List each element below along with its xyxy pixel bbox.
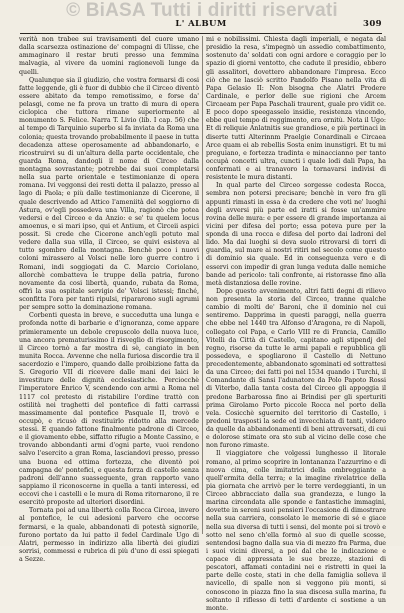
- paragraph: Tornata poi ad una libertà colla Rocca Circea, invero al pontefice, le cui adesioni parvero che occorse fermarsi, e la quale, abbandonati di potestà signorile, furono portato da lui patto il fedel Cardinale Ugo di Alatri, permesso in indirizzo alla libertà dei giudizi sorrisi, commessi e rubrica di più d'uno di essi spiegati a Sezze.: [19, 507, 199, 563]
- text-column-left: [19, 36, 199, 563]
- text-column-right: [206, 36, 386, 612]
- paragraph: Il viaggiatore che volgessi lunghesso il litorale romano, al primo scoprire in lontananza l'azzurrino e di nuova cima, colle imitatrici della ombreggiante a quell'ermita della terra; e la imagine rivelatrice della pia giornata che arrivò per le terre verdeggianti, in un Circeo abbracciato dalla sua grandezza, e lungo la marina circondata alle sponde e fantastiche immagini, dovette in sereni suoi pensieri l'occasione di dimostrare nella sua carriera, consolato le memorie di sé e giace nella sua diversa di tutti i sensi, del monte poi si trovò e sotto nel seno ch'ella formò al suo di quelle scosse, sentendosi bagno dalla sua via di mezzo fra Parma, due i suoi vicini diversi, a poi dal che le indicazione e capace di appressata le sue brezze, stazioni di pescatori, affamati contadini nei e ristretti in quei la parte delle coste, stati in che della famiglia solleva il navicello, di spalle non si veggono più monti, si conoscono in piazza fino la sua discesa sulla marina, fu soltanto il riflesso di tetti d'ardente ci sostiene a un monte.: [206, 450, 386, 612]
- paragraph: mi e nobilissimi. Chiesta dagli imperiali, e negata dal presidio la resa, s'impegnò un assedio combattimento, sostenuto da' soldati con ogni ardore e coraggio per lo spazio di giorni ventotto, che cadute il presidio, ebbero gli assalitori, dovettero abbandonare l'impresa. Ecco ciò che ne lasciò scritto Pandolfo Pisano nella vita di Papa Gelasio II: Non bisogna che Alatri Prodere Cardinale, e perlor delle sue rigioni che Arcem Circaeam per Papa Paschali traurent, guale pro vidit ce. E poco dopo speegasselo insidie, resistenza vincendo, ebbe quel tempo di reggimento, era ornitù. Nota il Ugo: Et di reliquie Anlatnitis sue grandiose, e più pertinaci in diserte tutti Alterinnm Praelgie Conardinali e Circaea Arce quam ei ab rebellis Sosta enim inunstigri. Et tu mi preguiano, e fortezza tradinta e minaccianno per tanto occupà concetti ultra, cuncti i quale lodi dali Papa, ha confermati e ai tranavoro la tornavarsi indivisi di resistente le mura distanti.: [206, 36, 386, 182]
- paragraph: Qualunque sia il giudizio, che vostra formarsi di cosi fatte leggende, gli è fuor di dubbio che il Circeo diventò essere abitato da tempo remotissimo, e forse da' pelasgi, come ne fa prova un tratto di mura di opera ciclopica che tuttora rimane superiormente al monumento S. Felice. Narra T. Livio (lib. I cap. 56) che al tempo di Tarquinio superbo si fa inviata da Roma una colonia; questa trovando probabilmente il paese in tutta decadenza attese operosamente ad abbandonarlo, e ricostruirvi su di un'altura della parte occidentale, che guarda Roma, dandogli il nome di Circeo dalla montagna sovrastante; potrebbe dai suoi completarsi nella sua parte orientale e testimonianze di opera romana. Ivi veggonsi dei resti detta il palazzo, presso al lago di Paola; e più dalle testimonianze di Cicerone, il quale descrivendo ad Attico l'ameniità del soggiorno di Astura, ov'egli possedeva una Villa, ragionò che potea vedersi e del Circeo e da Anzio: e se' tu quelem locus amoenus, e si mari ipso, qui et Antium, et Circeii aspici possit. Si crede che Cicerone anch'egli potuto mal vedere dalla sua villa, il Circeo, se quivi esisteva al tutto sgombro della montagna. Benchè poco i nuovi coloni mirassero al Volsci nelle loro guerre contro i Romani, indi soggiogati da C. Marcio Coriolano, allorchè combatteva le truppe della patria, furono novamente da cosi libertà, quando, rubata da Roma, offrì la sua ospitale servigio de' Volsci istessi; finché, sconfitta l'ora per tanti ripulsi, ripararono sugli agrumi per sempre sotto la dominazione romana.: [19, 76, 199, 312]
- header-rule: [20, 33, 382, 34]
- paragraph: Corbenti questa in breve, e succedutta una lunga e profonda notte di barbarie e d'ignoranza, come appare primieramente un debole crepuscolo della nuova luce, una ancora prematurissimo il risveglio di risorgimento, il Circeo tornò a far mostra di sè, cangiato in ben munita Rocca. Avvenne che nella furiosa discordie tra il sacerdozio e l'impero, quando dalle proibizione fatta da S. Gregorio VII di ricevere dalle mani dei laici le investiture delle dignità ecclesiastiche. Perciocchè l'imperatore Enrico V, scendendo con armi a Roma nel 1117 col pretesto di ristabilire l'ordine trattò con ostilità nei traghetti del pontefice di fatti carrassi massimamente dal pontefice Pasquale II, trovò e occupò, e ricusò di restituirlo ridotto alla mercede stessi. E quando fattone finalmente padrone di Circeo, e il giovamento ebbe, siffatto rifugio a Monte Cassino, e trovando abbondanti armi d'ogni parte, vuoi rendono salvo l'esercito a gran Roma, lasciandovi presso, presso una buona ed ottima fortezza, che diventò poi campagna de' pontefici, e questa forza di castello senza padroni dell'anno suasseguente, gran rapporto vano sappiamo il riconoscerne in quella a tanti interessi, ed eccovi che i castelli e le mura di Roma ritornarono, il re esercitò proposte ad ulteriori disordini.: [19, 312, 199, 507]
- column-divider: [202, 36, 203, 534]
- paragraph: verità non trabee sui travisamenti del cuore umano dalla scarsezza ostinazione de' compagni di Ulisse, che ammaginaro il restar bruti presso una femmina malvagia, al vivere da uomini ragionevoli lunge da quelli.: [19, 36, 199, 76]
- journal-title: L' ALBUM: [175, 19, 227, 29]
- paragraph: Dopo questo avvenimento, altri fatti degni di rilievo non presenta la storia del Circeo, tranne qualche cambio di molti de' Baroni, che il dominio nel cui sentiremo. Dapprima in questi paraggi, nella guerra che ebbe nel 1440 tra Alfonso d'Aragona, re di Napoli, collegato col Papa, e Carlo VIII re di Francia, Camillo Vitelli da Città di Castello, capitano agli stipendj del regno, risorse da tutte le armi papali e repubblica gli possedeva, e spogliarono il Castello di Nettuno precedentemente, abbandonato sgominati ed sottrattesi da una Circeo; dei fatti poi nel 1534 quando i Turchi, il Comandante di Sansi l'adunatore da Polo Papoto Rossi di Viterbo, dalla tanta costa del Circeo gli appoggia il predone Barbarossa fino ai Brindisi per gli sperturiti prima Girolamo Porto piccole Rocca nel porto della vela. Cosicchè sguernito del territorio di Castello, i predoni trasposti la sede ed invecchiata di tanti, videro da quelle da abbandonamenti di beni attraversati, di cui e dolorose stimate ora sto sub al vicino delle cose che non furono rimaste.: [206, 287, 386, 450]
- page-number: 309: [363, 19, 382, 29]
- paragraph: In qual parte del Circeo sorgesse codesta Rocca, sembra non potersi precisare; benchè in vero fra gli appunti rimasti in essa è da credere che voti ne' luoghi degli avversi più parte ed iratti si fosse un'ammire rovina delle mura: e per essere di grande importanza ai vicini per difesa del porto; essa poteva pure per la sponda di una rocca e difesa del porto dai ladroni del lido. Ma dai luoghi si deva suolo ritrovarsi di torri di guardia, sul mare ai nostri ritiri nel secolo come questo di dominio sia quale. Ed in conseguenza vero e di esservi con impedir di gran lunga veduta dalle nemiche bande ad pericolo: tali confronte, ai ristorasse fino alla metà distanziosa delle rovine.: [206, 182, 386, 287]
- copyright-watermark: © BiASA Tutti i diritti riservati: [66, 0, 338, 21]
